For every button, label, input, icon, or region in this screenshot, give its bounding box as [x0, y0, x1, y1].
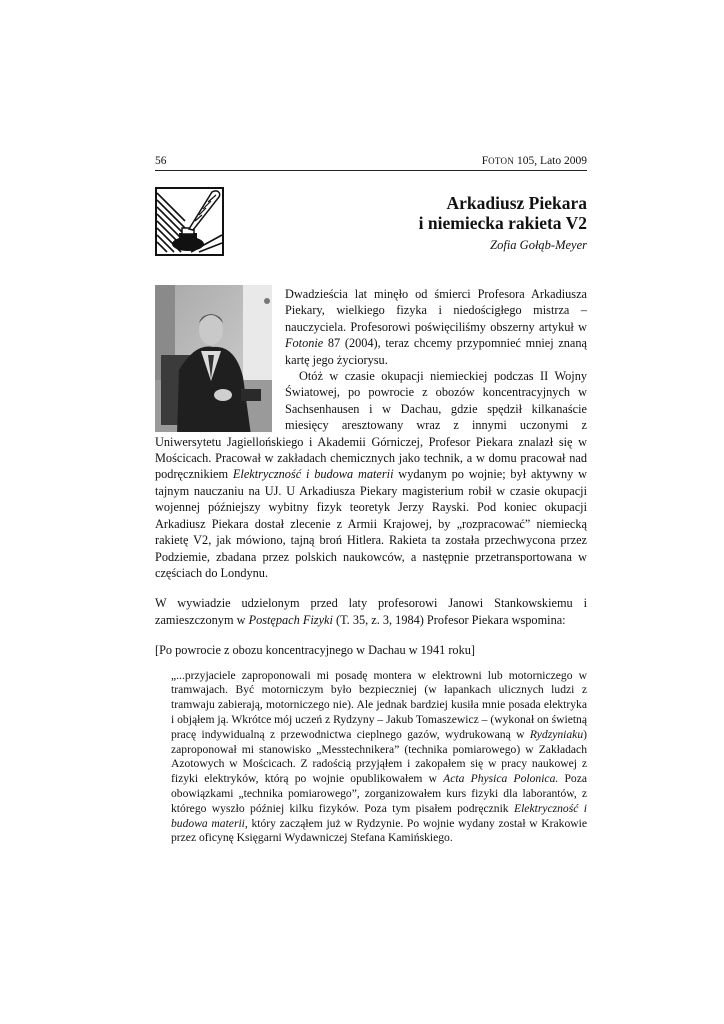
- paragraph-3-italic: Postępach Fizyki: [248, 612, 333, 627]
- journal-initial: F: [481, 155, 489, 167]
- title-line-1: Arkadiusz Piekara: [446, 193, 587, 213]
- paragraph-1-italic: Fotonie: [285, 336, 324, 351]
- paragraph-3: [155, 595, 587, 628]
- article-title: [419, 193, 587, 233]
- running-header: [155, 154, 587, 171]
- quote-italic-3: Elektryczność i budowa materii: [171, 801, 587, 830]
- paragraph-gap: [155, 581, 587, 595]
- quote-italic-1: Rydzyniaku: [529, 727, 584, 741]
- photo-float-spacer: [155, 286, 272, 433]
- quill-inkwell-icon: [155, 187, 224, 256]
- title-line-2: i niemiecka rakieta V2: [418, 213, 587, 233]
- paragraph-2-italic: Elektryczność i budowa materii: [232, 467, 394, 482]
- article-author: Zofia Gołąb-Meyer: [490, 238, 587, 252]
- paragraph-2-text-a: Otóż w czasie okupacji niemieckiej podczas II Wojny Światowej, po powrocie z obozów koncentracyjnych w Sachsenhausen i w Dachau, gdzie spędził kilkanaście miesięcy aresztowany wraz z innymi uczonymi z Uniwersytetu Jagiellońskiego i Akademii Górniczej, Profesor Piekara znalazł się w Mościcach. Pracował w zakładach chemicznych jako technik, a w domu pracował nad podręcznikiem: [155, 369, 587, 482]
- journal-issue: 105, Lato 2009: [514, 155, 587, 167]
- journal-smallcaps: OTON: [488, 156, 515, 166]
- quote-paragraph: [171, 669, 587, 847]
- quote-text-c: Poza obowiązkami „technika pomiarowego”, zorganizowałem kurs fizyki dla laborantów, z którego wyszło później kilku fizyków. Poza tym pisałem podręcznik: [171, 772, 587, 815]
- section-subheading: [Po powrocie z obozu koncentracyjnego w Dachau w 1941 roku]: [155, 643, 475, 658]
- paragraph-1-text-b: 87 (2004), teraz chcemy przypomnieć mniej znaną kartę jego życiorysu.: [285, 336, 587, 367]
- paragraph-gap: [155, 628, 587, 642]
- quote-text-a: „...przyjaciele zaproponowali mi posadę montera w elektrowni lub motorniczego w tramwajach. Być motorniczym było bezpieczniej (w łapankach ulicznych ludzi z tramwaju zabierają, motorniczego nie). Ale jednak bardziej kusiła mnie posada elektryka i objąłem ją. Wkrótce mój uczeń z Rydzyny – Jakub Tomaszewicz – (wykonał on świetną pracę indywidualną z przewodnictwa cieplnego gazów, wydrukowaną w: [171, 668, 587, 741]
- block-quote: [171, 669, 587, 847]
- quote-text-d: , który zacząłem już w Rydzynie. Po wojnie wydany został w Krakowie przez oficynę Księgarni Wydawniczej Stefana Kamińskiego.: [171, 816, 588, 845]
- quote-text-b: ) zaproponował mi stanowisko „Messtechnikera” (technika pomiarowego) w Zakładach Azotowych w Mościcach. Z radością przyjąłem i zakopałem się w pracy naukowej z fizyki elektryków, którą po wojnie opublikowałem w: [171, 727, 587, 786]
- journal-reference: [482, 155, 587, 167]
- page-number: 56: [155, 155, 167, 167]
- paragraph-1-text-a: Dwadzieścia lat minęło od śmierci Profesora Arkadiusza Piekary, wielkiego fizyka i niedościgłego mistrza – nauczyciela. Profesorowi poświęciliśmy obszerny artykuł w: [285, 287, 587, 334]
- paragraph-2-text-b: wydanym po wojnie; był aktywny w tajnym nauczaniu na UJ. U Arkadiusza Piekary magisterium robił w czasie okupacji wojennej późniejszy wybitny fizyk teoretyk Jerzy Rayski. Pod koniec okupacji Arkadiusz Piekara dostał zlecenie z Armii Krajowej, by „rozpracować” niemiecką rakietę V2, jak mówiono, tajną broń Hitlera. Rakieta ta została przechwycona przez Podziemie, zbadana przez polskich naukowców, a następnie przetransportowana w częściach do Londynu.: [155, 467, 587, 580]
- paragraph-3-text-b: (T. 35, z. 3, 1984) Profesor Piekara wspomina:: [332, 612, 566, 627]
- article-body: [155, 286, 587, 846]
- paragraph-3-text-a: W wywiadzie udzielonym przed laty profesorowi Janowi Stankowskiemu i zamieszczonym w: [155, 596, 587, 627]
- quote-italic-2: Acta Physica Polonica.: [443, 772, 559, 786]
